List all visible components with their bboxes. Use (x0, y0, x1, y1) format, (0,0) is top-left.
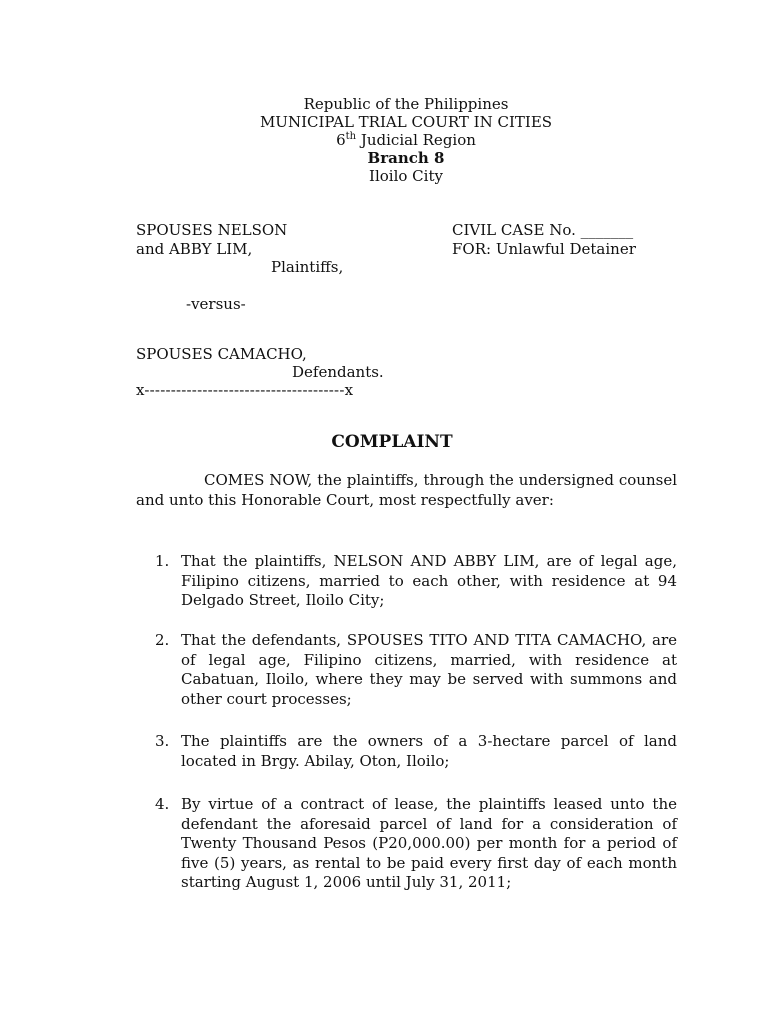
header-republic: Republic of the Philippines (303, 95, 509, 113)
allegation-text: That the defendants, SPOUSES TITO AND TITA CAMACHO, are of legal age, Filipino citizens, married, with residence at Cabatuan, Iloilo, where they may be served with summons and other court processes; (181, 631, 677, 708)
header-city: Iloilo City (369, 167, 443, 185)
defendant-role: Defendants. (292, 363, 384, 381)
defendant-name: SPOUSES CAMACHO, (136, 345, 307, 363)
plaintiff-name-line2: and ABBY LIM, (136, 240, 253, 258)
case-nature: FOR: Unlawful Detainer (452, 240, 636, 258)
header-judicial-region (0, 130, 768, 150)
intro-paragraph: COMES NOW, the plaintiffs, through the undersigned counsel and unto this Honorable Court, most respectfully aver: (136, 471, 677, 509)
header-region-label: Judicial Region (356, 131, 476, 149)
allegation-text: That the plaintiffs, NELSON AND ABBY LIM, are of legal age, Filipino citizens, married to each other, with residence at 94 Delgado Street, Iloilo City; (181, 552, 677, 609)
header-region-number: 6 (336, 131, 346, 149)
versus-label: -versus- (186, 295, 246, 313)
plaintiff-name-line1: SPOUSES NELSON (136, 221, 288, 239)
header-court-name: MUNICIPAL TRIAL COURT IN CITIES (259, 113, 553, 131)
allegation-text: By virtue of a contract of lease, the plaintiffs leased unto the defendant the aforesaid parcel of land for a consideration of Twenty Thousand Pesos (P20,000.00) per month for a period of five (5) years, as rental to be paid every first day of each month starting August 1, 2006 until July 31, 2011; (181, 795, 677, 891)
header-branch: Branch 8 (367, 149, 445, 167)
allegation-item (155, 631, 677, 709)
allegation-item (155, 732, 677, 771)
allegation-number: 4. (155, 795, 170, 813)
allegation-number: 3. (155, 732, 170, 750)
allegation-item (155, 552, 677, 611)
case-number: CIVIL CASE No. _______ (452, 221, 634, 239)
caption-divider: x--------------------------------------x (136, 381, 354, 399)
allegation-number: 2. (155, 631, 170, 649)
plaintiff-role: Plaintiffs, (271, 258, 344, 276)
document-title: COMPLAINT (331, 432, 453, 452)
allegation-number: 1. (155, 552, 170, 570)
allegation-item (155, 795, 677, 893)
header-region-suffix: th (345, 131, 357, 142)
allegation-text: The plaintiffs are the owners of a 3-hectare parcel of land located in Brgy. Abilay, Oton, Iloilo; (181, 732, 677, 770)
